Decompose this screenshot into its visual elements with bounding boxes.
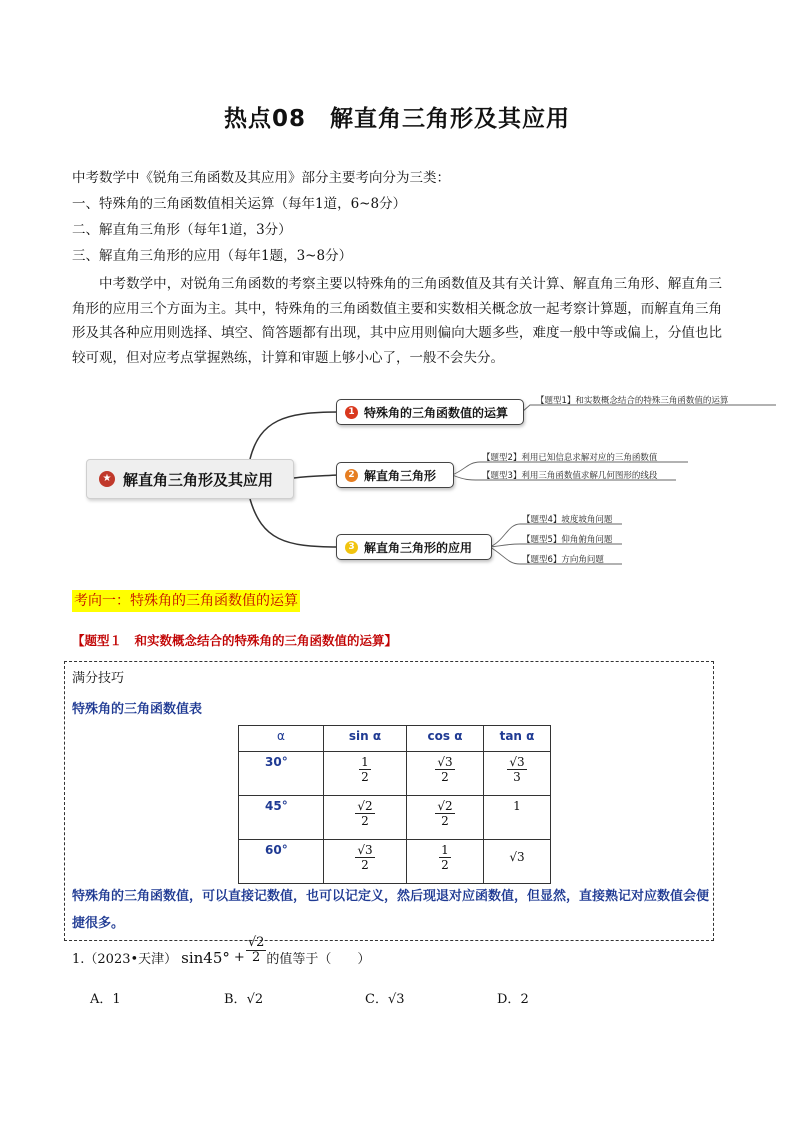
angle-cell: 60° [239,840,324,884]
mindmap-leaf: 【题型1】和实数概念结合的特殊三角函数值的运算 [536,396,729,406]
mindmap-branch-3 [336,534,492,560]
header-alpha: α [239,726,324,752]
star-icon: ★ [99,471,115,487]
sin-cell: $\frac{√2}{2}$ [324,796,407,840]
option-b[interactable]: B．√2 [224,992,264,1007]
branch-label-1: 特殊角的三角函数值的运算 [364,405,509,420]
plus-sign: + [233,950,245,965]
mindmap-root-label: 解直角三角形及其应用 [123,470,274,489]
intro-lead: 中考数学中《锐角三角函数及其应用》部分主要考向分为三类： [72,170,450,186]
mindmap-leaf: 【题型2】利用已知信息求解对应的三角函数值 [482,453,658,463]
mindmap-leaf: 【题型5】仰角俯角问题 [522,535,613,545]
number-badge-1: 1 [345,406,358,419]
intro-paragraph: 中考数学中，对锐角三角函数的考察主要以特殊角的三角函数值及其有关计算、解直角三角形、解直角三角形的应用三个方面为主。其中，特殊角的三角函数值主要和实数相关概念放一起考察计算题，而解直角三角形及其各种应用则选择、填空、简答题都有出现，其中应用则偏向大题多些，难度一般中等或偏上，分值也比较可观，但对应考点掌握熟练，计算和审题上够小心了，一般不会失分。 [72,276,722,366]
branch-label-3: 解直角三角形的应用 [364,540,473,555]
page-title: 热点08 解直角三角形及其应用 [223,106,570,132]
table-title: 特殊角的三角函数值表 [72,702,203,717]
cos-cell: $\frac{√3}{2}$ [407,752,484,796]
cos-cell: $\frac{1}{2}$ [407,840,484,884]
angle-cell: 30° [239,752,324,796]
intro-item-3: 三、解直角三角形的应用（每年1题，3~8分） [72,248,353,264]
header-cos: cos α [407,726,484,752]
mindmap-root [86,459,294,499]
table-row [239,752,551,796]
question-expr: sin45° [181,948,230,967]
angle-cell: 45° [239,796,324,840]
intro-item-1: 一、特殊角的三角函数值相关运算（每年1道，6~8分） [72,196,407,212]
cos-cell: $\frac{√2}{2}$ [407,796,484,840]
mindmap-leaf: 【题型3】利用三角函数值求解几何图形的线段 [482,471,658,481]
tips-note: 特殊角的三角函数值，可以直接记数值，也可以记定义，然后现退对应函数值，但显然，直接熟记对应数值会便捷很多。 [72,889,710,931]
question-1 [72,935,371,967]
mindmap-leaf: 【题型6】方向角问题 [522,555,604,565]
table-row [239,796,551,840]
mindmap-branch-2 [336,462,454,488]
option-c[interactable]: C．√3 [365,992,405,1007]
branch-label-2: 解直角三角形 [364,468,437,483]
sin-cell: $\frac{1}{2}$ [324,752,407,796]
sin-cell: $\frac{√3}{2}$ [324,840,407,884]
mindmap-leaf: 【题型4】坡度坡角问题 [522,515,613,525]
option-a[interactable]: A．1 [90,992,121,1007]
question-suffix: 的值等于（ ） [266,952,371,967]
trig-value-table [238,725,551,884]
question-type-heading: 【题型１ 和实数概念结合的特殊角的三角函数值的运算】 [72,633,398,648]
number-badge-3: 3 [345,541,358,554]
tan-cell: $\frac{√3}{3}$ [484,752,551,796]
mindmap-branch-1 [336,399,524,425]
tips-label: 满分技巧 [72,671,125,686]
header-sin: sin α [324,726,407,752]
question-prefix: 1.（2023•天津） [72,952,178,967]
number-badge-2: 2 [345,469,358,482]
option-d[interactable]: D．2 [497,992,529,1007]
tan-cell: √3 [484,840,551,884]
header-tan: tan α [484,726,551,752]
question-fraction: $\frac{√2}{2}$ [247,935,265,965]
table-row [239,840,551,884]
section-heading: 考向一：特殊角的三角函数值的运算 [72,590,300,612]
tan-cell: 1 [484,796,551,840]
intro-item-2: 二、解直角三角形（每年1道，3分） [72,222,292,238]
